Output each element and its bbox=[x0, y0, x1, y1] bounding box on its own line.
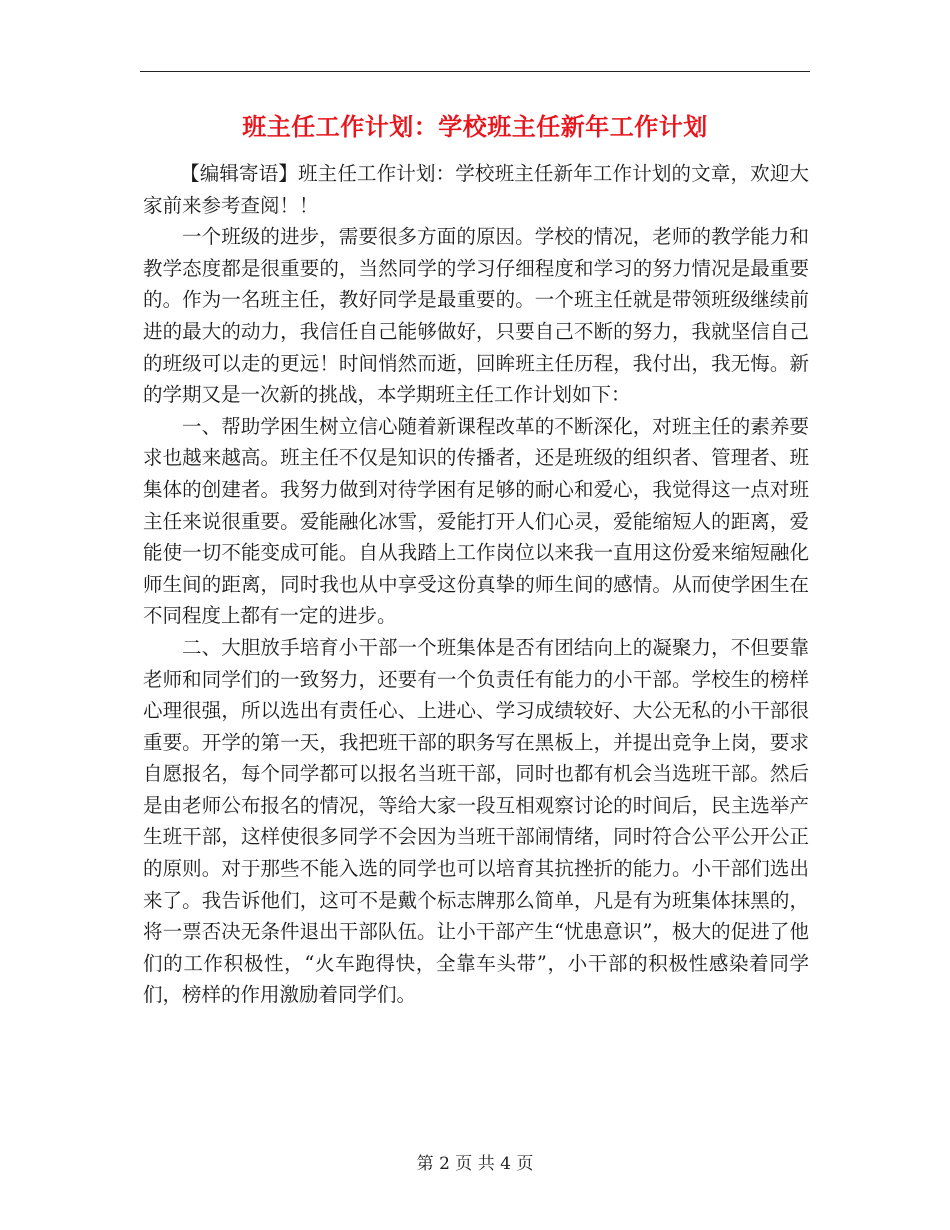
section-two-paragraph: 二、大胆放手培育小干部一个班集体是否有团结向上的凝聚力，不但要靠老师和同学们的一致努力，还要有一个负责任有能力的小干部。学校生的榜样心理很强，所以选出有责任心、上进心、学习成绩较好、大公无私的小干部很重要。开学的第一天，我把班干部的职务写在黑板上，并提出竞争上岗，要求自愿报名，每个同学都可以报名当班干部，同时也都有机会当选班干部。然后是由老师公布报名的情况，等给大家一段互相观察讨论的时间后，民主选举产生班干部，这样使很多同学不会因为当班干部闹情绪，同时符合公平公开公正的原则。对于那些不能入选的同学也可以培育其抗挫折的能力。小干部们选出来了。我告诉他们，这可不是戴个标志牌那么简单，凡是有为班集体抹黑的，将一票否决无条件退出干部队伍。让小干部产生“忧患意识”，极大的促进了他们的工作积极性，“火车跑得快，全靠车头带”，小干部的积极性感染着同学们，榜样的作用激励着同学们。 bbox=[143, 635, 809, 1007]
document-body bbox=[143, 158, 809, 1011]
section-one-paragraph: 一、帮助学困生树立信心随着新课程改革的不断深化，对班主任的素养要求也越来越高。班主任不仅是知识的传播者，还是班级的组织者、管理者、班集体的创建者。我努力做到对待学困有足够的耐心和爱心，我觉得这一点对班主任来说很重要。爱能融化冰雪，爱能打开人们心灵，爱能缩短人的距离，爱能使一切不能变成可能。自从我踏上工作岗位以来我一直用这份爱来缩短融化师生间的距离，同时我也从中享受这份真挚的师生间的感情。从而使学困生在不同程度上都有一定的进步。 bbox=[143, 414, 809, 628]
header-rule bbox=[140, 71, 810, 72]
page-number: 第 2 页 共 4 页 bbox=[416, 1154, 534, 1174]
page-footer bbox=[0, 1153, 950, 1175]
editor-note-paragraph: 【编辑寄语】班主任工作计划：学校班主任新年工作计划的文章，欢迎大家前来参考查阅！！ bbox=[143, 162, 809, 217]
intro-paragraph: 一个班级的进步，需要很多方面的原因。学校的情况，老师的教学能力和教学态度都是很重要的，当然同学的学习仔细程度和学习的努力情况是最重要的。作为一名班主任，教好同学是最重要的。一个班主任就是带领班级继续前进的最大的动力，我信任自己能够做好，只要自己不断的努力，我就坚信自己的班级可以走的更远！时间悄然而逝，回眸班主任历程，我付出，我无悔。新的学期又是一次新的挑战，本学期班主任工作计划如下： bbox=[143, 225, 809, 407]
document-title: 班主任工作计划：学校班主任新年工作计划 bbox=[242, 112, 708, 141]
